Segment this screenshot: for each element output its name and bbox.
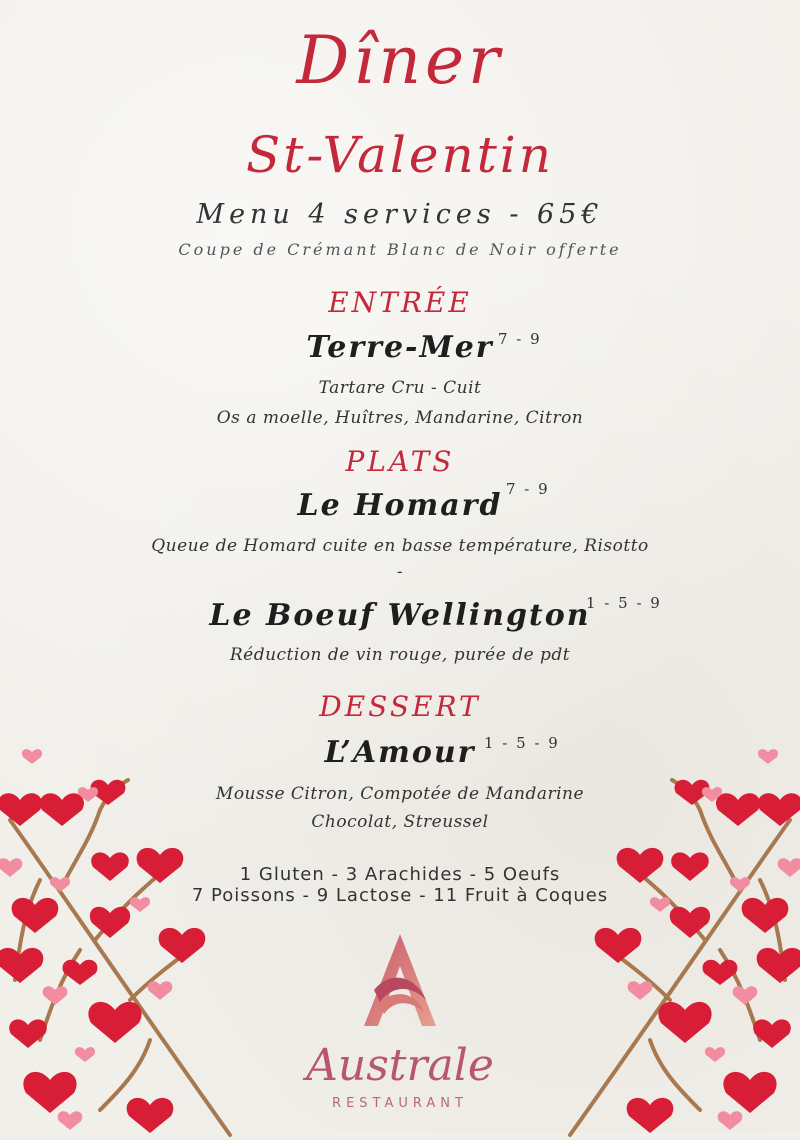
title-st-valentin: St-Valentin <box>246 126 554 184</box>
dish-name-le-homard: Le Homard <box>297 488 503 523</box>
title-diner: Dîner <box>296 22 504 99</box>
brand-subtitle-restaurant: RESTAURANT <box>332 1096 468 1111</box>
section-heading-entree: ENTRÉE <box>328 286 472 319</box>
dish-description-boeuf-wellington: Réduction de vin rouge, purée de pdt <box>229 645 571 665</box>
brand-name-australe: Australe <box>306 1040 494 1091</box>
dish-allergens-terre-mer: 7 - 9 <box>498 330 542 348</box>
menu-price-heading: Menu 4 services - 65€ <box>196 199 604 230</box>
australe-logo-icon <box>360 930 440 1030</box>
dish-separator: - <box>396 562 404 582</box>
dish-description-le-homard: Queue de Homard cuite en basse température, Risotto <box>151 536 649 556</box>
allergen-legend-line-1: 1 Gluten - 3 Arachides - 5 Oeufs <box>239 864 561 885</box>
dish-name-boeuf-wellington: Le Boeuf Wellington <box>209 598 591 633</box>
menu-offer-text: Coupe de Crémant Blanc de Noir offerte <box>178 240 622 259</box>
dish-description-lamour-2: Chocolat, Streussel <box>311 812 489 832</box>
section-heading-dessert: DESSERT <box>319 690 481 723</box>
allergen-legend-line-2: 7 Poissons - 9 Lactose - 11 Fruit à Coques <box>191 885 609 906</box>
dish-description-lamour-1: Mousse Citron, Compotée de Mandarine <box>215 784 585 804</box>
dish-description-terre-mer-2: Os a moelle, Huîtres, Mandarine, Citron <box>216 408 584 428</box>
dish-description-terre-mer-1: Tartare Cru - Cuit <box>318 378 482 398</box>
dish-name-terre-mer: Terre-Mer <box>306 330 494 365</box>
dish-allergens-lamour: 1 - 5 - 9 <box>484 734 560 752</box>
section-heading-plats: PLATS <box>345 445 455 478</box>
dish-allergens-boeuf-wellington: 1 - 5 - 9 <box>586 594 662 612</box>
dish-allergens-le-homard: 7 - 9 <box>506 480 550 498</box>
dish-name-lamour: L’Amour <box>324 735 476 770</box>
